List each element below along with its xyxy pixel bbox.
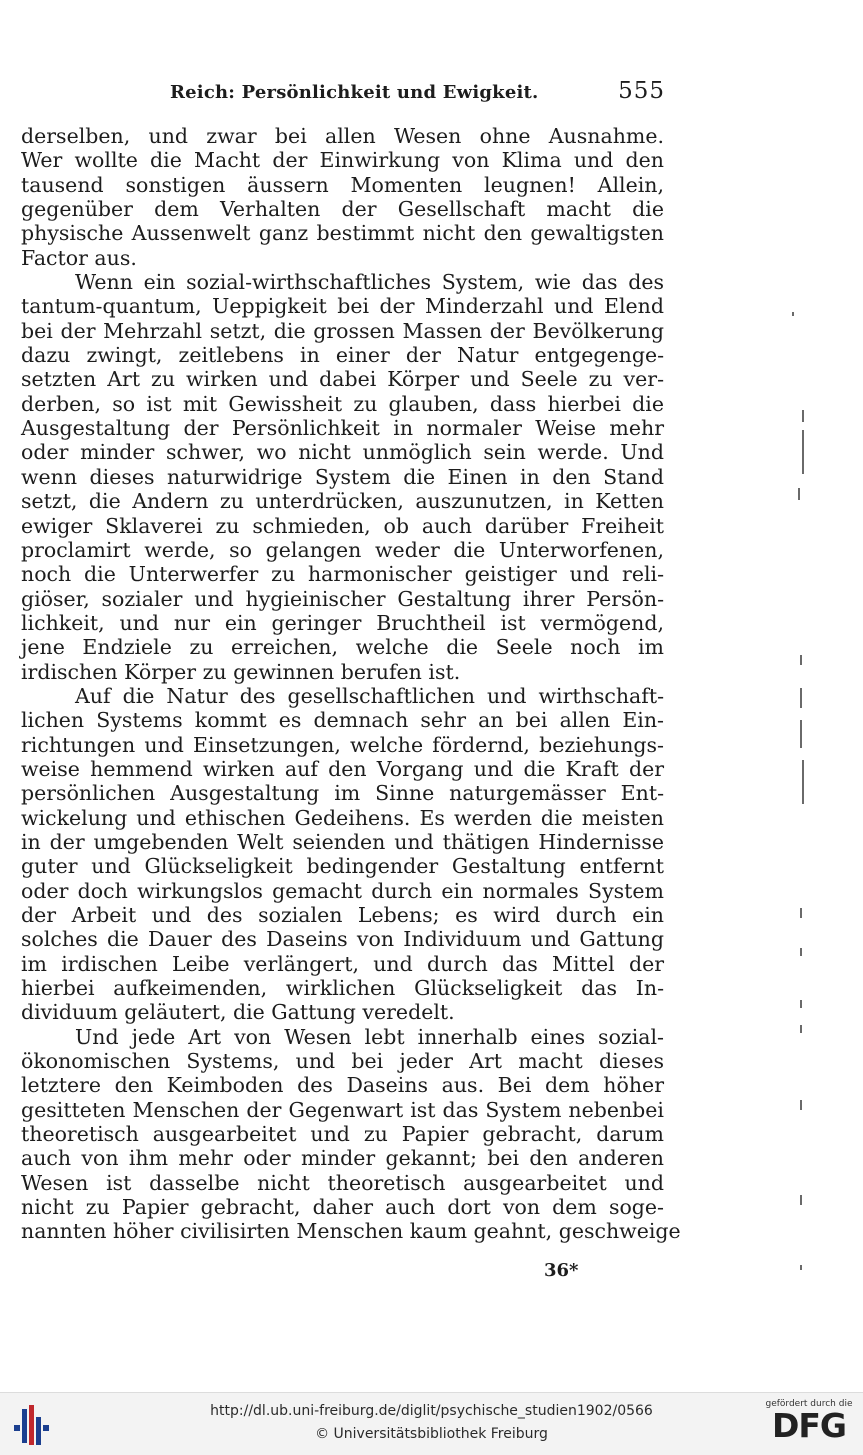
text-line: lichkeit, und nur ein geringer Bruchtheil ist vermögend,: [21, 610, 664, 635]
margin-mark: [800, 1195, 802, 1205]
text-line: lichen Systems kommt es demnach sehr an bei allen Ein-: [21, 708, 664, 733]
text-line: weise hemmend wirken auf den Vorgang und die Kraft der: [21, 756, 664, 781]
margin-mark: [798, 488, 800, 500]
text-line: tantum-quantum, Ueppigkeit bei der Minderzahl und Elend: [21, 294, 664, 319]
text-line: richtungen und Einsetzungen, welche fördernd, beziehungs-: [21, 732, 664, 757]
text-line: wickelung und ethischen Gedeihens. Es werden die meisten: [21, 805, 664, 830]
text-line: nannten höher civilisirten Menschen kaum geahnt, geschweige: [21, 1219, 681, 1244]
text-line: wenn dieses naturwidrige System die Einen in den Stand: [21, 464, 664, 489]
text-line: dazu zwingt, zeitlebens in einer der Natur entgegenge-: [21, 343, 664, 368]
paragraph-start-line: Auf die Natur des gesellschaftlichen und wirthschaft-: [75, 683, 664, 708]
margin-mark: [800, 1025, 802, 1033]
text-line: ökonomischen Systems, und bei jeder Art macht dieses: [21, 1049, 664, 1074]
text-line: Factor aus.: [21, 245, 137, 270]
text-line: Ausgestaltung der Persönlichkeit in normaler Weise mehr: [21, 416, 664, 441]
text-line: auch von ihm mehr oder minder gekannt; bei den anderen: [21, 1146, 664, 1171]
text-line: in der umgebenden Welt seienden und thätigen Hindernisse: [21, 829, 664, 854]
text-line: der Arbeit und des sozialen Lebens; es wird durch ein: [21, 903, 664, 927]
text-line: guter und Glückseligkeit bedingender Gestaltung entfernt: [21, 854, 664, 879]
margin-mark: [802, 410, 804, 422]
margin-mark: [800, 1100, 802, 1110]
copyright-notice: © Universitätsbibliothek Freiburg: [315, 1426, 548, 1442]
signature-mark: 36*: [544, 1260, 579, 1281]
margin-mark: [800, 720, 802, 748]
body-text: [21, 124, 681, 1244]
text-line: derselben, und zwar bei allen Wesen ohne Ausnahme.: [21, 124, 664, 148]
text-line: jene Endziele zu erreichen, welche die Seele noch im: [21, 635, 664, 660]
margin-mark: [800, 908, 802, 918]
text-line: noch die Unterwerfer zu harmonischer geistiger und reli-: [21, 562, 664, 587]
margin-mark: [800, 1000, 802, 1008]
permalink-url[interactable]: http://dl.ub.uni-freiburg.de/diglit/psychische_studien1902/0566: [210, 1403, 653, 1419]
text-line: oder minder schwer, wo nicht unmöglich sein werde. Und: [21, 440, 664, 465]
paragraph-start-line: Und jede Art von Wesen lebt innerhalb eines sozial-: [75, 1024, 664, 1049]
margin-mark: [802, 430, 804, 474]
viewer-footer: [0, 1392, 863, 1455]
dfg-sponsor-badge: [763, 1399, 855, 1449]
margin-mark: [800, 655, 802, 665]
margin-scan-artifacts: [790, 300, 820, 1300]
margin-mark: [800, 1265, 802, 1270]
text-line: Wer wollte die Macht der Einwirkung von Klima und den: [21, 148, 664, 173]
running-head: [170, 78, 665, 108]
text-line: setzt, die Andern zu unterdrücken, auszunutzen, in Ketten: [21, 489, 664, 514]
page-number: 555: [618, 78, 665, 104]
text-line: solches die Dauer des Daseins von Individuum und Gattung: [21, 927, 664, 952]
text-line: gegenüber dem Verhalten der Gesellschaft macht die: [21, 197, 664, 222]
sponsor-text: gefördert durch die: [765, 1399, 853, 1409]
text-line: tausend sonstigen äussern Momenten leugnen! Allein,: [21, 172, 664, 197]
text-line: setzten Art zu wirken und dabei Körper und Seele zu ver-: [21, 367, 664, 392]
text-line: physische Aussenwelt ganz bestimmt nicht den gewaltigsten: [21, 221, 664, 246]
text-line: persönlichen Ausgestaltung im Sinne naturgemässer Ent-: [21, 781, 664, 806]
margin-mark: [800, 688, 802, 708]
text-line: proclamirt werde, so gelangen weder die Unterworfenen,: [21, 537, 664, 562]
text-line: bei der Mehrzahl setzt, die grossen Massen der Bevölkerung: [21, 318, 664, 343]
text-line: im irdischen Leibe verlängert, und durch das Mittel der: [21, 951, 664, 976]
text-line: hierbei aufkeimenden, wirklichen Glückseligkeit das In-: [21, 976, 664, 1001]
text-line: giöser, sozialer und hygieinischer Gestaltung ihrer Persön-: [21, 586, 664, 611]
margin-mark: [802, 760, 804, 804]
text-line: irdischen Körper zu gewinnen berufen ist.: [21, 659, 461, 684]
text-line: letztere den Keimboden des Daseins aus. Bei dem höher: [21, 1073, 664, 1098]
running-title: Reich: Persönlichkeit und Ewigkeit.: [170, 82, 539, 103]
text-line: nicht zu Papier gebracht, daher auch dort von dem soge-: [21, 1195, 664, 1220]
paragraph-start-line: Wenn ein sozial-wirthschaftliches System, wie das des: [75, 270, 664, 295]
text-line: gesitteten Menschen der Gegenwart ist das System nebenbei: [21, 1097, 664, 1122]
text-line: derben, so ist mit Gewissheit zu glauben, dass hierbei die: [21, 391, 664, 416]
text-line: theoretisch ausgearbeitet und zu Papier gebracht, darum: [21, 1122, 664, 1147]
text-line: Wesen ist dasselbe nicht theoretisch ausgearbeitet und: [21, 1170, 664, 1195]
margin-mark: [800, 948, 802, 956]
text-line: dividuum geläutert, die Gattung veredelt.: [21, 1000, 455, 1025]
text-line: oder doch wirkungslos gemacht durch ein normales System: [21, 878, 664, 903]
margin-mark: [792, 312, 794, 316]
text-line: ewiger Sklaverei zu schmieden, ob auch darüber Freiheit: [21, 513, 664, 538]
dfg-logo: DFG: [771, 1406, 847, 1445]
